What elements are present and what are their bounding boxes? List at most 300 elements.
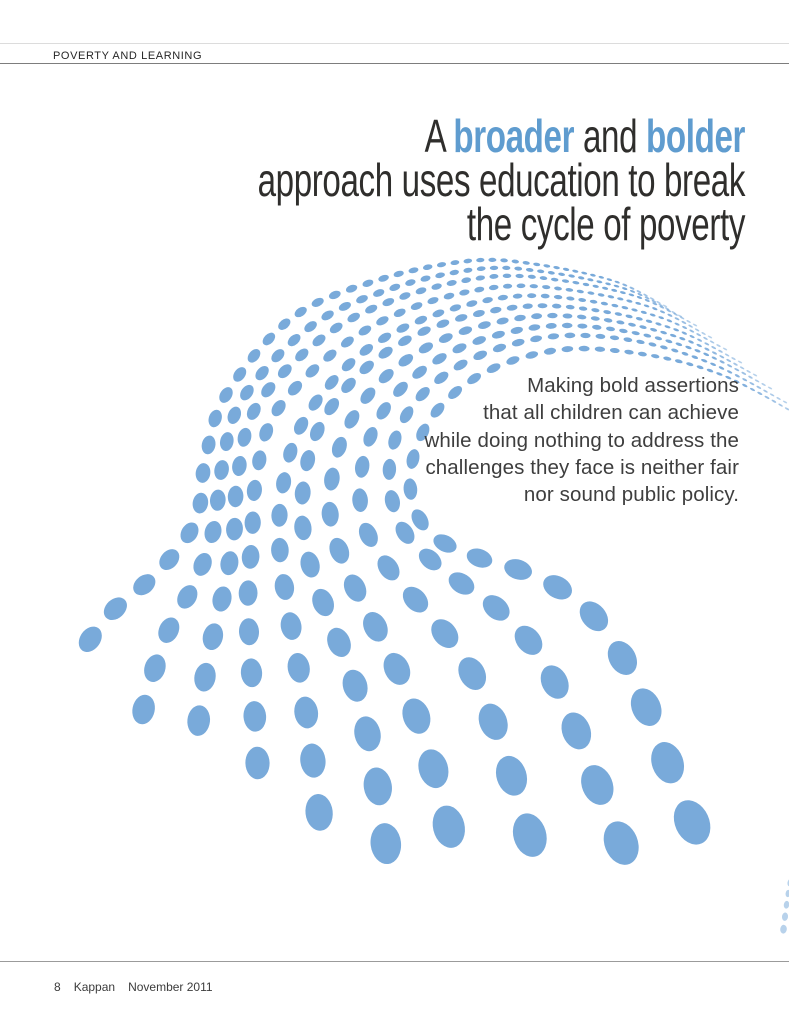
- swoosh-dot: [771, 399, 777, 403]
- swoosh-dot: [692, 323, 697, 327]
- swoosh-dot: [541, 294, 550, 299]
- swoosh-dot: [733, 362, 738, 366]
- swoosh-dot: [339, 571, 370, 606]
- swoosh-dot: [503, 284, 512, 289]
- swoosh-dot: [177, 519, 202, 546]
- swoosh-dot: [624, 349, 634, 355]
- swoosh-dot: [500, 258, 508, 263]
- swoosh-dot: [373, 551, 404, 584]
- swoosh-dot: [667, 794, 717, 850]
- swoosh-dot: [639, 325, 647, 330]
- swoosh-dot: [390, 379, 410, 400]
- swoosh-dot: [278, 611, 303, 642]
- swoosh-dot: [393, 307, 407, 319]
- swoosh-dot: [452, 357, 470, 372]
- swoosh-dot: [688, 340, 695, 345]
- swoosh-dot: [575, 760, 619, 810]
- swoosh-dot: [694, 348, 701, 353]
- swoosh-dot: [346, 311, 362, 324]
- swoosh-dot: [673, 328, 680, 333]
- swoosh-dot: [242, 700, 267, 732]
- swoosh-dot: [357, 385, 378, 407]
- swoosh-dot: [482, 296, 494, 304]
- swoosh-dot: [631, 330, 640, 335]
- swoosh-dot: [194, 462, 211, 484]
- swoosh-dot: [566, 304, 575, 309]
- swoosh-dot: [718, 366, 725, 371]
- swoosh-dot: [398, 582, 433, 618]
- swoosh-dot: [270, 537, 289, 562]
- swoosh-dot: [393, 270, 405, 278]
- swoosh-dot: [572, 269, 579, 273]
- swoosh-dot: [431, 282, 443, 290]
- swoosh-dot: [565, 288, 573, 293]
- swoosh-dot: [478, 590, 515, 626]
- swoosh-dot: [329, 435, 349, 460]
- swoosh-dot: [200, 434, 217, 455]
- footer-rule: [0, 961, 789, 962]
- swoosh-dot: [285, 378, 305, 398]
- swoosh-dot: [590, 299, 598, 304]
- swoosh-dot: [273, 573, 296, 602]
- swoosh-dot: [502, 266, 510, 270]
- swoosh-dot: [337, 300, 352, 312]
- swoosh-dot: [245, 347, 263, 366]
- pull-quote-line: Making bold assertions: [527, 374, 739, 397]
- swoosh-dot: [590, 273, 596, 277]
- swoosh-dot: [625, 314, 633, 319]
- swoosh-dot: [622, 287, 628, 291]
- swoosh-dot: [610, 348, 620, 354]
- swoosh-dot: [351, 714, 384, 754]
- swoosh-dot: [598, 275, 604, 279]
- swoosh-dot: [382, 459, 397, 481]
- swoosh-dot: [674, 317, 680, 321]
- pull-quote-line: challenges they face is neither fair: [425, 455, 739, 479]
- swoosh-dot: [530, 335, 543, 343]
- swoosh-dot: [466, 299, 478, 308]
- swoosh-dot: [568, 274, 575, 278]
- title-accent-word: broader: [453, 110, 575, 162]
- swoosh-dot: [323, 624, 355, 660]
- swoosh-dot: [241, 544, 261, 569]
- swoosh-dot: [477, 320, 491, 330]
- swoosh-dot: [218, 550, 240, 577]
- pull-quote: [424, 372, 739, 508]
- swoosh-dot: [542, 285, 551, 290]
- swoosh-dot: [528, 324, 541, 332]
- swoosh-dot: [217, 385, 236, 406]
- swoosh-dot: [620, 291, 626, 295]
- swoosh-dot: [757, 391, 763, 396]
- swoosh-dot: [562, 313, 572, 319]
- swoosh-dot: [398, 291, 411, 301]
- swoosh-dot: [310, 296, 325, 309]
- swoosh-dot: [375, 314, 390, 327]
- swoosh-dot: [697, 338, 703, 342]
- swoosh-dot: [509, 620, 548, 660]
- swoosh-dot: [443, 292, 455, 301]
- swoosh-dot: [449, 269, 459, 276]
- swoosh-dot: [426, 614, 464, 653]
- swoosh-dot: [742, 377, 748, 381]
- swoosh-dot: [373, 399, 393, 422]
- swoosh-dot: [667, 313, 673, 317]
- swoosh-dot: [582, 282, 589, 286]
- swoosh-dot: [660, 345, 668, 351]
- swoosh-dot: [320, 308, 336, 322]
- swoosh-dot: [321, 347, 339, 364]
- swoosh-dot: [461, 277, 472, 284]
- swoosh-dot: [731, 357, 736, 361]
- swoosh-dot: [548, 271, 555, 275]
- swoosh-dot: [355, 294, 369, 305]
- swoosh-dot: [352, 488, 369, 513]
- swoosh-dot: [606, 278, 612, 282]
- swoosh-dot: [506, 304, 517, 311]
- swoosh-dot: [636, 295, 642, 299]
- swoosh-dot: [517, 283, 526, 288]
- swoosh-dot: [395, 322, 411, 335]
- swoosh-dot: [308, 586, 338, 620]
- swoosh-dot: [321, 395, 342, 418]
- pull-quote-line: while doing nothing to address the: [424, 428, 739, 452]
- section-header-label: POVERTY AND LEARNING: [53, 50, 203, 62]
- swoosh-dot: [539, 570, 576, 604]
- swoosh-dot: [275, 362, 294, 381]
- swoosh-dot: [681, 351, 689, 356]
- swoosh-dot: [761, 383, 766, 387]
- swoosh-dot: [595, 346, 606, 352]
- swoosh-dot: [99, 593, 131, 625]
- swoosh-dot: [538, 303, 548, 308]
- swoosh-dot: [718, 349, 723, 353]
- swoosh-dot: [691, 355, 698, 360]
- swoosh-dot: [490, 306, 502, 314]
- swoosh-dot: [515, 274, 523, 279]
- swoosh-dot: [238, 618, 259, 646]
- swoosh-dot: [285, 651, 312, 684]
- swoosh-dot: [598, 816, 645, 870]
- swoosh-dot: [703, 352, 710, 357]
- swoosh-dot: [748, 375, 753, 379]
- swoosh-dot: [682, 325, 688, 329]
- swoosh-dot: [604, 318, 613, 323]
- swoosh-dot: [476, 258, 484, 263]
- swoosh-dot: [398, 695, 435, 738]
- swoosh-dot: [554, 295, 563, 300]
- swoosh-dot: [562, 323, 573, 328]
- swoosh-dot: [719, 355, 725, 359]
- swoosh-dot: [756, 385, 762, 389]
- swoosh-dot: [709, 340, 714, 344]
- swoosh-dot: [453, 652, 492, 694]
- swoosh-dot: [227, 485, 244, 507]
- swoosh-dot: [630, 289, 636, 293]
- swoosh-dot: [663, 356, 672, 361]
- swoosh-dot: [186, 704, 212, 737]
- swoosh-dot: [546, 323, 557, 329]
- swoosh-dot: [410, 301, 424, 312]
- swoosh-dot: [526, 268, 534, 273]
- swoosh-dot: [561, 346, 573, 353]
- swoosh-dot: [602, 636, 643, 680]
- swoosh-dot: [710, 362, 717, 367]
- swoosh-dot: [206, 408, 224, 429]
- swoosh-dot: [435, 272, 446, 279]
- swoosh-dot: [579, 306, 588, 311]
- swoosh-dot: [626, 299, 633, 303]
- swoosh-dot: [496, 317, 509, 326]
- swoosh-dot: [651, 353, 660, 358]
- swoosh-dot: [696, 343, 702, 348]
- swoosh-dot: [655, 322, 662, 326]
- swoosh-dot: [711, 345, 717, 349]
- swoosh-dot: [502, 556, 535, 584]
- swoosh-dot: [294, 481, 312, 505]
- swoosh-dot: [754, 379, 759, 383]
- swoosh-dot: [614, 312, 622, 317]
- swoosh-dot: [601, 301, 609, 306]
- swoosh-dot: [353, 455, 371, 479]
- swoosh-dot: [769, 393, 774, 397]
- swoosh-dot: [405, 448, 422, 470]
- swoosh-dot: [750, 387, 756, 392]
- swoosh-dot: [681, 320, 687, 324]
- swoosh-dot: [361, 765, 395, 807]
- swoosh-dot: [607, 295, 614, 299]
- swoosh-dot: [378, 648, 415, 689]
- swoosh-dot: [696, 333, 702, 337]
- swoosh-dot: [685, 345, 692, 350]
- swoosh-dot: [643, 333, 651, 338]
- swoosh-dot: [666, 319, 672, 323]
- title-word: and: [574, 110, 646, 162]
- swoosh-dot: [605, 282, 611, 286]
- swoosh-dot: [528, 274, 536, 279]
- swoosh-dot: [428, 802, 469, 851]
- swoosh-dot: [675, 342, 682, 347]
- swoosh-dot: [437, 331, 454, 345]
- swoosh-dot: [155, 545, 183, 574]
- swoosh-dot: [689, 329, 695, 333]
- swoosh-dot: [753, 373, 758, 377]
- swoosh-dot: [298, 550, 323, 580]
- swoosh-dot: [381, 297, 395, 308]
- swoosh-dot: [587, 291, 594, 295]
- swoosh-dot: [611, 288, 617, 292]
- swoosh-dot: [678, 314, 683, 318]
- swoosh-dot: [304, 793, 335, 833]
- swoosh-dot: [218, 431, 235, 452]
- swoosh-dot: [505, 355, 520, 367]
- pull-quote-line: nor sound public policy.: [523, 483, 739, 507]
- swoosh-dot: [686, 362, 694, 367]
- swoosh-dot: [739, 366, 744, 370]
- swoosh-dot: [708, 335, 713, 339]
- swoosh-dot: [154, 614, 183, 646]
- swoosh-dot: [665, 339, 673, 344]
- swoosh-dot: [298, 449, 317, 473]
- swoosh-dot: [383, 489, 402, 514]
- swoosh-dot: [578, 276, 585, 280]
- swoosh-dot: [513, 293, 523, 299]
- swoosh-dot: [260, 330, 277, 347]
- swoosh-dot: [696, 365, 704, 370]
- swoosh-dot: [345, 283, 358, 294]
- page-number: 8: [54, 980, 61, 994]
- swoosh-dot: [543, 347, 556, 355]
- swoosh-dot: [785, 890, 789, 898]
- swoosh-dot: [303, 362, 322, 381]
- swoosh-dot: [364, 303, 379, 315]
- swoosh-dot: [719, 360, 725, 365]
- swoosh-dot: [293, 346, 311, 364]
- swoosh-dot: [376, 366, 396, 386]
- swoosh-dot: [664, 325, 671, 329]
- swoosh-dot: [285, 332, 302, 349]
- swoosh-dot: [522, 303, 533, 309]
- swoosh-dot: [388, 282, 401, 292]
- swoosh-dot: [489, 274, 498, 279]
- swoosh-dot: [321, 501, 340, 527]
- swoosh-dot: [558, 272, 565, 276]
- swoosh-dot: [413, 314, 428, 326]
- title-line-1: [258, 110, 745, 162]
- swoosh-dot: [535, 661, 574, 704]
- swoosh-dot: [230, 365, 248, 385]
- swoosh-dot: [368, 821, 403, 865]
- swoosh-dot: [602, 286, 609, 290]
- swoosh-dot: [474, 286, 485, 293]
- swoosh-dot: [763, 389, 768, 393]
- swoosh-dot: [768, 386, 773, 390]
- swoosh-dot: [543, 264, 550, 268]
- swoosh-dot: [451, 341, 468, 355]
- swoosh-dot: [231, 455, 248, 477]
- swoosh-dot: [302, 319, 319, 334]
- swoosh-dot: [244, 401, 263, 423]
- swoosh-dot: [613, 284, 619, 288]
- swoosh-dot: [712, 351, 718, 356]
- swoosh-dot: [675, 359, 683, 364]
- swoosh-dot: [643, 304, 649, 308]
- swoosh-dot: [253, 363, 272, 382]
- swoosh-dot: [269, 347, 287, 365]
- swoosh-dot: [742, 383, 748, 388]
- swoosh-dot: [361, 425, 381, 449]
- swoosh-dot: [581, 271, 587, 275]
- swoosh-dot: [616, 320, 625, 325]
- page-top-hairline: [0, 43, 789, 44]
- swoosh-dot: [341, 408, 362, 432]
- swoosh-dot: [492, 342, 507, 353]
- swoosh-dot: [547, 313, 557, 319]
- swoosh-dot: [741, 371, 747, 375]
- swoosh-dot: [427, 296, 440, 305]
- swoosh-dot: [200, 621, 226, 652]
- swoosh-dot: [587, 278, 594, 282]
- swoosh-dot: [396, 351, 415, 369]
- swoosh-dot: [621, 305, 628, 309]
- swoosh-dot: [726, 358, 732, 362]
- swoosh-dot: [269, 397, 289, 418]
- swoosh-dot: [458, 325, 474, 337]
- swoosh-dot: [328, 289, 342, 301]
- swoosh-dot: [510, 326, 524, 335]
- swoosh-dot: [472, 349, 488, 362]
- swoosh-dot: [511, 338, 525, 348]
- swoosh-dot: [514, 266, 522, 271]
- swoosh-dot: [554, 286, 562, 291]
- swoosh-dot: [671, 348, 679, 353]
- swoosh-dot: [704, 342, 710, 346]
- swoosh-dot: [225, 405, 243, 426]
- swoosh-dot: [244, 511, 261, 534]
- swoosh-dot: [339, 334, 356, 350]
- swoosh-dot: [431, 308, 445, 319]
- swoosh-dot: [362, 278, 375, 288]
- swoosh-dot: [450, 260, 459, 266]
- swoosh-dot: [225, 517, 244, 541]
- swoosh-dot: [306, 392, 326, 413]
- swoosh-dot: [628, 322, 636, 327]
- swoosh-dot: [670, 333, 677, 338]
- swoosh-dot: [636, 339, 645, 345]
- swoosh-dot: [274, 471, 292, 495]
- swoosh-dot: [446, 279, 457, 287]
- swoosh-dot: [562, 279, 570, 283]
- swoosh-dot: [556, 708, 596, 754]
- swoosh-dot: [74, 622, 107, 656]
- swoosh-dot: [488, 258, 496, 262]
- swoosh-dot: [129, 570, 160, 600]
- swoosh-dot: [459, 289, 470, 297]
- swoosh-dot: [358, 608, 392, 646]
- swoosh-dot: [660, 310, 666, 314]
- swoosh-dot: [596, 280, 602, 284]
- swoosh-dot: [416, 325, 432, 338]
- swoosh-dot: [420, 275, 431, 283]
- footer: [54, 980, 213, 994]
- swoosh-dot: [404, 278, 416, 287]
- swoosh-dot: [251, 449, 268, 471]
- swoosh-dot: [658, 316, 664, 320]
- swoosh-dot: [551, 277, 559, 282]
- swoosh-dot: [660, 330, 667, 335]
- swoosh-dot: [631, 308, 638, 312]
- swoosh-dot: [611, 303, 618, 308]
- swoosh-dot: [652, 307, 658, 311]
- swoosh-dot: [782, 912, 789, 921]
- swoosh-dot: [417, 340, 435, 355]
- swoosh-dot: [357, 358, 377, 377]
- swoosh-dot: [703, 336, 708, 340]
- swoosh-dot: [701, 332, 706, 336]
- swoosh-dot: [192, 661, 218, 693]
- swoosh-dot: [463, 258, 472, 264]
- swoosh-dot: [577, 323, 587, 329]
- swoosh-dot: [724, 353, 729, 357]
- swoosh-dot: [563, 267, 570, 271]
- swoosh-dot: [722, 347, 727, 351]
- swoosh-dot: [671, 311, 676, 315]
- swoosh-dot: [474, 699, 513, 744]
- swoosh-dot: [191, 492, 209, 515]
- swoosh-dot: [377, 274, 389, 283]
- swoosh-dot: [547, 333, 559, 340]
- swoosh-dot: [281, 441, 300, 464]
